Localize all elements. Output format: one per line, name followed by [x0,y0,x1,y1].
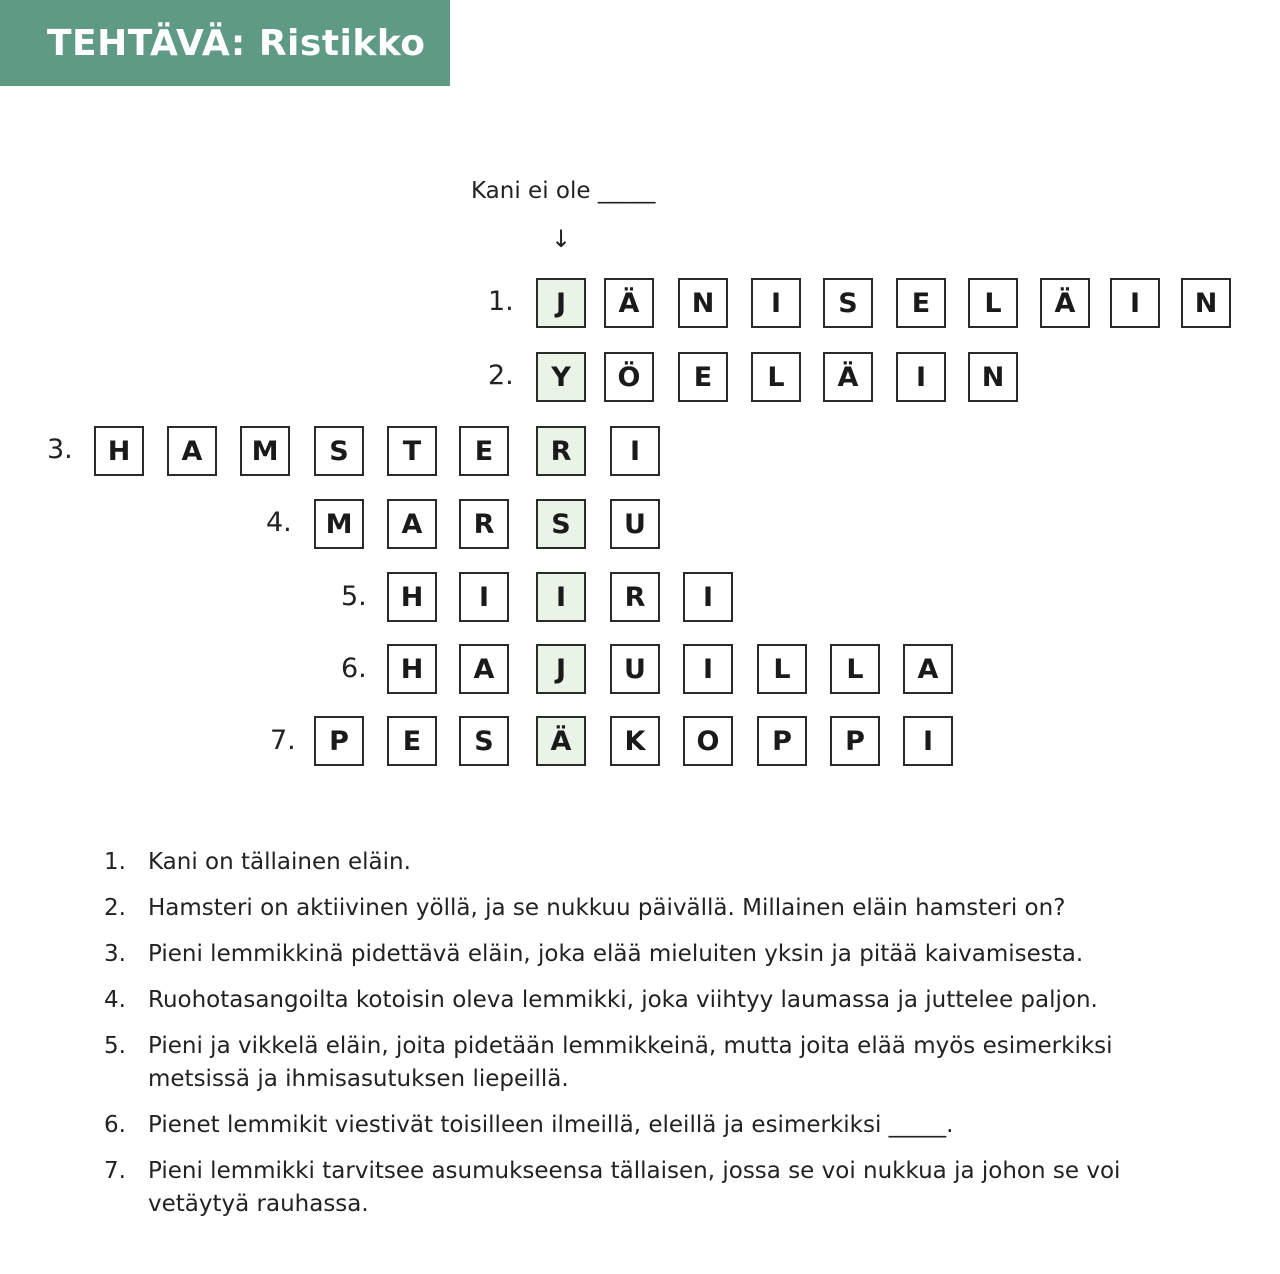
clue-number: 1. [104,849,126,875]
row-number: 6. [341,653,367,684]
crossword-cell: S [823,278,873,328]
crossword-key-hint: Kani ei ole _____ [471,178,656,204]
crossword-cell: O [683,716,733,766]
title-banner [0,0,450,86]
crossword-cell: U [610,499,660,549]
crossword-cell: Ä [1040,278,1090,328]
crossword-cell: P [314,716,364,766]
clue-number: 4. [104,987,126,1013]
clue-number: 2. [104,895,126,921]
clue-number: 7. [104,1158,126,1184]
clue-text: Hamsteri on aktiivinen yöllä, ja se nukkuu päivällä. Millainen eläin hamsteri on? [148,895,1066,921]
crossword-cell: H [94,426,144,476]
crossword-cell: K [610,716,660,766]
crossword-cell: S [536,499,586,549]
crossword-cell: Ä [823,352,873,402]
crossword-cell: I [536,572,586,622]
crossword-cell: H [387,644,437,694]
crossword-cell: E [896,278,946,328]
crossword-cell: U [610,644,660,694]
clue-item [104,892,1204,925]
crossword-cell: R [536,426,586,476]
crossword-cell: Ö [604,352,654,402]
crossword-cell: E [459,426,509,476]
crossword-cell: E [387,716,437,766]
crossword-cell: M [314,499,364,549]
crossword-cell: Y [536,352,586,402]
row-number: 2. [488,360,514,391]
crossword-cell: N [1181,278,1231,328]
crossword-cell: I [683,572,733,622]
crossword-cell: J [536,278,586,328]
row-number: 1. [488,286,514,317]
crossword-cell: P [830,716,880,766]
clue-number: 3. [104,941,126,967]
crossword-cell: I [896,352,946,402]
crossword-cell: Ä [604,278,654,328]
clue-text: Kani on tällainen eläin. [148,849,411,875]
crossword-cell: L [968,278,1018,328]
crossword-cell: L [757,644,807,694]
crossword-cell: N [968,352,1018,402]
row-number: 7. [270,725,296,756]
crossword-cell: E [678,352,728,402]
crossword-cell: N [678,278,728,328]
crossword-cell: I [610,426,660,476]
clue-item [104,984,1204,1017]
crossword-cell: L [830,644,880,694]
clue-item [104,1109,1204,1142]
crossword-cell: P [757,716,807,766]
crossword-cell: R [610,572,660,622]
crossword-cell: I [459,572,509,622]
clue-text: Pieni lemmikki tarvitsee asumukseensa tällaisen, jossa se voi nukkua ja johon se voi vetäytyä rauhassa. [148,1158,1121,1217]
clue-text: Pienet lemmikit viestivät toisilleen ilmeillä, eleillä ja esimerkiksi _____. [148,1112,954,1138]
arrow-down-icon: ↓ [551,225,572,253]
row-number: 4. [266,507,292,538]
crossword-cell: T [387,426,437,476]
crossword-cell: Ä [536,716,586,766]
clue-list [104,846,1204,1234]
clue-item [104,938,1204,971]
clue-text: Pieni ja vikkelä eläin, joita pidetään lemmikkeinä, mutta joita elää myös esimerkiksi metsissä ja ihmisasutuksen liepeillä. [148,1033,1113,1092]
crossword-cell: A [903,644,953,694]
clue-text: Ruohotasangoilta kotoisin oleva lemmikki, joka viihtyy laumassa ja juttelee paljon. [148,987,1098,1013]
clue-item [104,1155,1204,1221]
clue-number: 5. [104,1033,126,1059]
crossword-cell: L [751,352,801,402]
crossword-cell: H [387,572,437,622]
clue-number: 6. [104,1112,126,1138]
crossword-cell: I [1110,278,1160,328]
crossword-cell: J [536,644,586,694]
crossword-cell: A [459,644,509,694]
page-title: TEHTÄVÄ: Ristikko [47,23,426,64]
row-number: 5. [341,581,367,612]
crossword-cell: S [314,426,364,476]
row-number: 3. [47,434,73,465]
crossword-cell: I [683,644,733,694]
crossword-cell: A [167,426,217,476]
crossword-cell: S [459,716,509,766]
crossword-cell: R [459,499,509,549]
clue-item [104,846,1204,879]
clue-text: Pieni lemmikkinä pidettävä eläin, joka elää mieluiten yksin ja pitää kaivamisesta. [148,941,1084,967]
crossword-cell: A [387,499,437,549]
clue-item [104,1030,1204,1096]
crossword-cell: I [751,278,801,328]
crossword-cell: I [903,716,953,766]
crossword-cell: M [240,426,290,476]
